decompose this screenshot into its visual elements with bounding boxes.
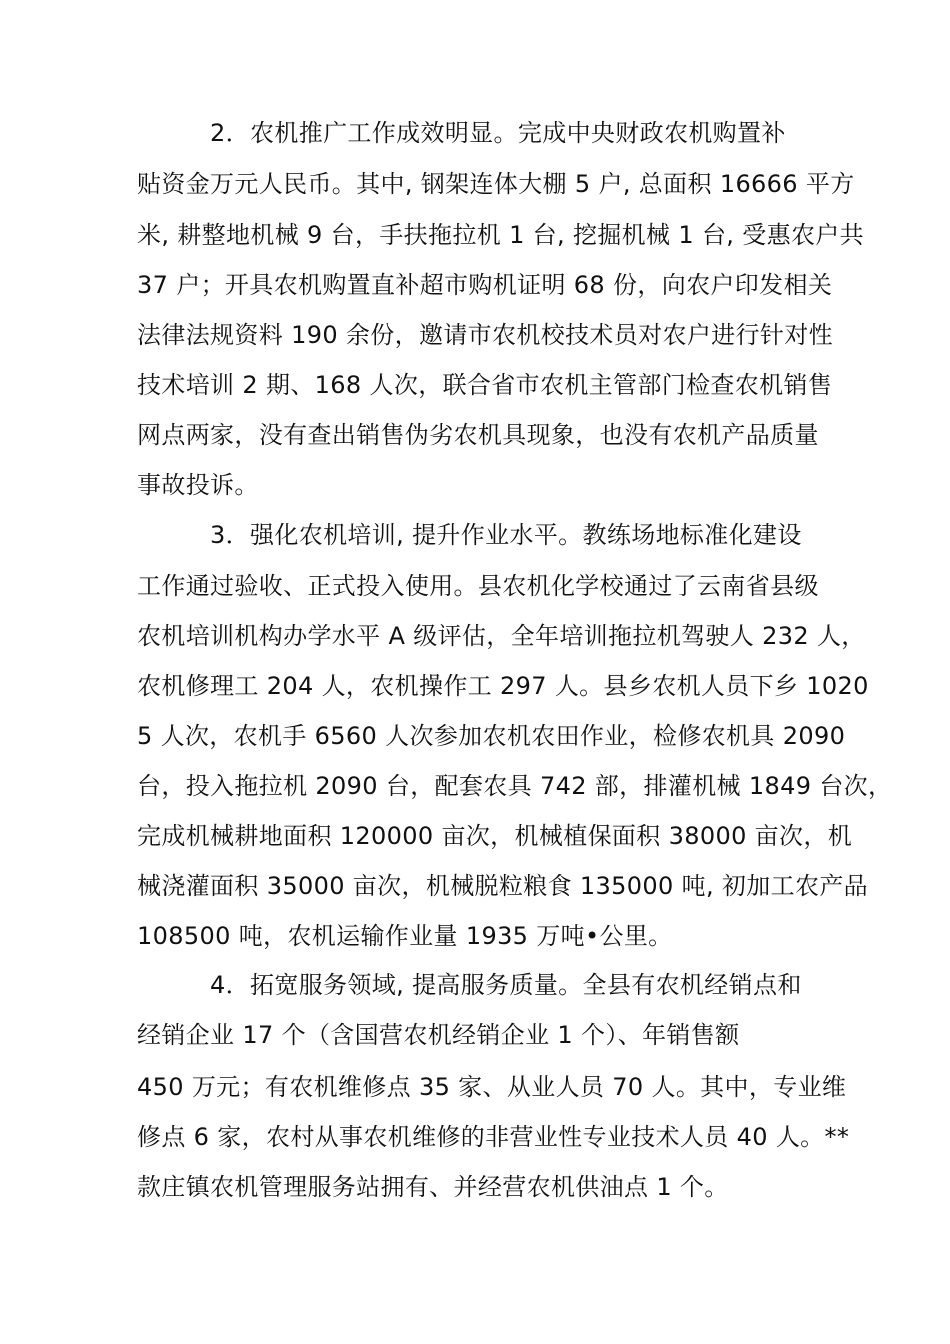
text-line: 事故投诉。: [137, 471, 259, 499]
text-line: 法律法规资料 190 余份，邀请市农机校技术员对农户进行针对性: [137, 321, 833, 349]
text-line: 4．拓宽服务领域, 提高服务质量。全县有农机经销点和: [137, 971, 802, 999]
text-line: 农机修理工 204 人，农机操作工 297 人。县乡农机人员下乡 1020: [137, 672, 869, 700]
text-line: 款庄镇农机管理服务站拥有、并经营农机供油点 1 个。: [137, 1173, 729, 1201]
text-line: 网点两家，没有查出销售伪劣农机具现象，也没有农机产品质量: [137, 421, 819, 449]
text-line: 修点 6 家，农村从事农机维修的非营业性专业技术人员 40 人。**: [137, 1123, 850, 1151]
text-line: 台，投入拖拉机 2090 台，配套农具 742 部，排灌机械 1849 台次，: [137, 772, 893, 800]
text-line: 108500 吨，农机运输作业量 1935 万吨•公里。: [137, 922, 673, 950]
text-line: 3．强化农机培训, 提升作业水平。教练场地标准化建设: [137, 521, 802, 549]
text-line: 技术培训 2 期、168 人次，联合省市农机主管部门检查农机销售: [137, 371, 833, 399]
text-line: 贴资金万元人民币。其中, 钢架连体大棚 5 户, 总面积 16666 平方: [137, 170, 855, 198]
text-line: 经销企业 17 个（含国营农机经销企业 1 个）、年销售额: [137, 1021, 740, 1049]
text-line: 工作通过验收、正式投入使用。县农机化学校通过了云南省县级: [137, 572, 819, 600]
text-line: 5 人次，农机手 6560 人次参加农机农田作业，检修农机具 2090: [137, 722, 846, 750]
text-line: 农机培训机构办学水平 A 级评估，全年培训拖拉机驾驶人 232 人，: [137, 622, 866, 650]
text-line: 2．农机推广工作成效明显。完成中央财政农机购置补: [137, 119, 786, 147]
text-line: 米, 耕整地机械 9 台，手扶拖拉机 1 台, 挖掘机械 1 台, 受惠农户共: [137, 221, 865, 249]
text-line: 37 户；开具农机购置直补超市购机证明 68 份，向农户印发相关: [137, 271, 833, 299]
text-line: 450 万元；有农机维修点 35 家、从业人员 70 人。其中，专业维: [137, 1073, 847, 1101]
text-line: 械浇灌面积 35000 亩次，机械脱粒粮食 135000 吨, 初加工农产品: [137, 872, 869, 900]
text-line: 完成机械耕地面积 120000 亩次，机械植保面积 38000 亩次，机: [137, 822, 853, 850]
